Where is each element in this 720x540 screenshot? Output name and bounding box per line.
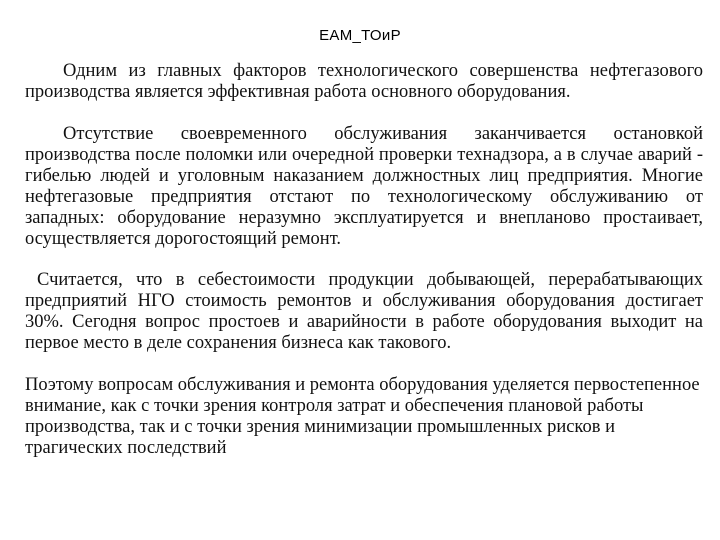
paragraph-repair-costs: Считается, что в себестоимости продукции добывающей, перерабатывающих предприятий НГО стоимость ремонтов и обслуживания оборудования достигает 30%. Сегодня вопрос простоев и аварийности в работе оборудования выходит на первое место в деле сохранения бизнеса как такового. bbox=[25, 270, 703, 353]
slide-title: ЕАМ_ТОиР bbox=[319, 27, 401, 44]
paragraph-lack-of-maintenance: Отсутствие своевременного обслуживания заканчивается остановкой производства после поломки или очередной проверки технадзора, а в случае аварий - гибелью людей и уголовным наказанием должностных лиц предприятия. Многие нефтегазовые предприятия отстают по технологическому обслуживанию от западных: оборудование неразумно эксплуатируется и внепланово простаивает, осуществляется дорогостоящий ремонт. bbox=[25, 124, 703, 249]
paragraph-maintenance-priority: Поэтому вопросам обслуживания и ремонта оборудования уделяется первостепенное внимание, как с точки зрения контроля затрат и обеспечения плановой работы производства, так и с точки зрения минимизации промышленных рисков и трагических последствий bbox=[25, 375, 700, 458]
paragraph-equipment-importance: Одним из главных факторов технологического совершенства нефтегазового производства является эффективная работа основного оборудования. bbox=[25, 61, 703, 102]
